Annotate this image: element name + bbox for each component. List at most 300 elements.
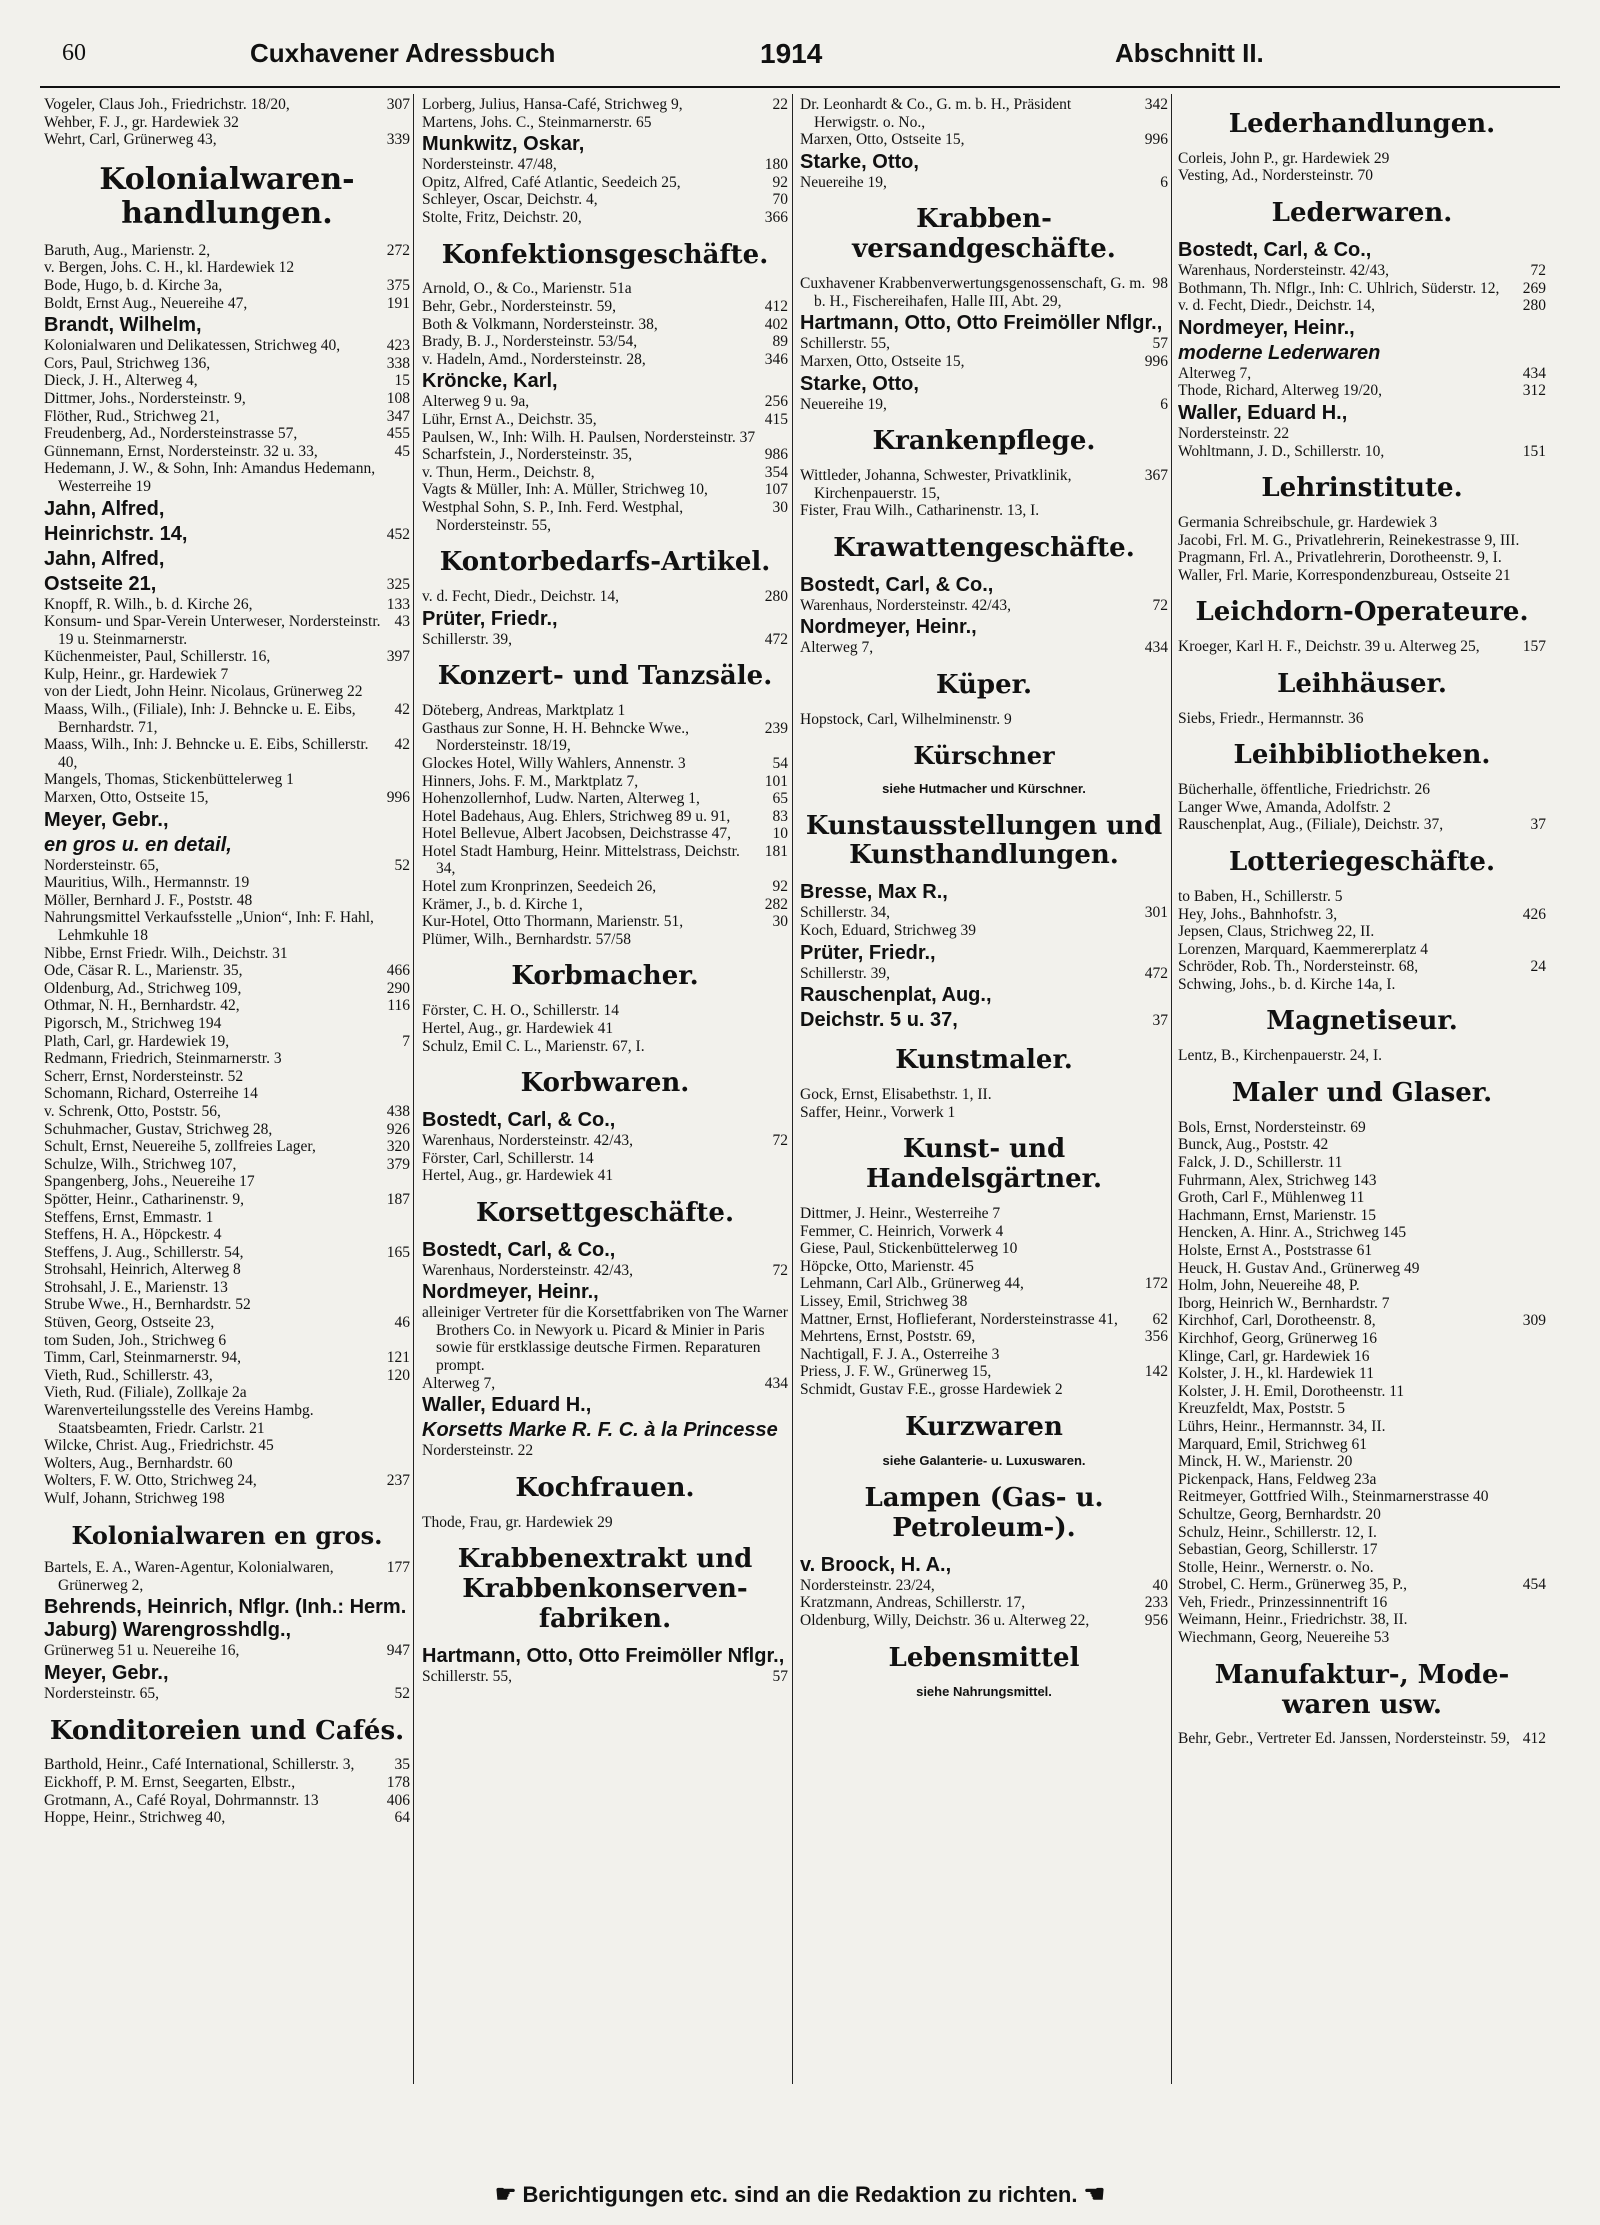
entry-text: Hotel Stadt Hamburg, Heinr. Mittelstrass, Deichstr. 34, [422, 842, 740, 878]
entry-text: Nordersteinstr. 65, [44, 1684, 159, 1702]
phone-number: 46 [394, 1314, 410, 1332]
bold-entry [800, 151, 1168, 174]
entry-text: Döteberg, Andreas, Marktplatz 1 [422, 702, 626, 720]
section-heading: Kunstmaler. [895, 1045, 1073, 1076]
entry-text: Priess, J. F. W., Grünerweg 15, [800, 1363, 992, 1381]
phone-number: 406 [386, 1791, 410, 1809]
entry-text: Thode, Frau, gr. Hardewiek 29 [422, 1513, 613, 1531]
entry-text: Nordersteinstr. 65, [44, 856, 159, 874]
directory-entry [1178, 1524, 1546, 1542]
directory-entry [1178, 514, 1546, 532]
directory-entry [1178, 1594, 1546, 1612]
phone-number: 70 [772, 191, 788, 209]
entry-text: Krämer, J., b. d. Kirche 1, [422, 895, 583, 913]
bold-entry [422, 608, 788, 631]
directory-entry [422, 790, 788, 808]
entry-text: tom Suden, Joh., Strichweg 6 [44, 1331, 227, 1349]
entry-text: Eickhoff, P. M. Ernst, Seegarten, Elbstr., [44, 1774, 296, 1792]
directory-entry [1178, 1383, 1546, 1401]
entry-text: Bols, Ernst, Nordersteinstr. 69 [1178, 1118, 1366, 1136]
phone-number: 397 [386, 648, 410, 666]
section-heading: Korsettgeschäfte. [476, 1197, 734, 1228]
entry-text: Sebastian, Georg, Schillerstr. 17 [1178, 1541, 1378, 1559]
entry-text: Koch, Eduard, Strichweg 39 [800, 921, 977, 939]
entry-text: Brandt, Wilhelm, [44, 314, 202, 337]
bold-entry [44, 573, 410, 596]
entry-text: Arnold, O., & Co., Marienstr. 51a [422, 280, 632, 298]
entry-text: Bresse, Max R., [800, 881, 948, 904]
column-divider [1171, 94, 1172, 2084]
directory-entry [422, 631, 788, 649]
entry-text: v. Thun, Herm., Deichstr. 8, [422, 463, 595, 481]
section-heading: Konfektionsgeschäfte. [441, 239, 769, 270]
entry-text: Warenhaus, Nordersteinstr. 42/43, [1178, 261, 1389, 279]
year: 1914 [760, 38, 823, 69]
phone-number: 375 [386, 276, 410, 294]
phone-number: 338 [386, 354, 410, 372]
directory-entry [422, 481, 788, 499]
directory-entry [800, 275, 1168, 310]
column-divider [792, 94, 793, 2084]
directory-entry [422, 1375, 788, 1393]
entry-text: Hotel Badehaus, Aug. Ehlers, Strichweg 89 u. 91, [422, 807, 731, 825]
entry-text: Marquard, Emil, Strichweg 61 [1178, 1435, 1367, 1453]
phone-number: 45 [394, 442, 410, 460]
entry-text: Mattner, Ernst, Hoflieferant, Nordersteinstrasse 41, [800, 1310, 1118, 1328]
directory-entry [800, 1612, 1168, 1630]
entry-text: Alterweg 9 u. 9a, [422, 393, 530, 411]
entry-text: v. d. Fecht, Diedr., Deichstr. 14, [1178, 297, 1376, 315]
entry-text: Schleyer, Oscar, Deichstr. 4, [422, 191, 598, 209]
directory-entry [44, 1642, 410, 1660]
entry-text: Reitmeyer, Gottfried Wilh., Steinmarnerstrasse 40 [1178, 1488, 1489, 1506]
entry-text: Strube Wwe., H., Bernhardstr. 52 [44, 1296, 251, 1314]
entry-text: Knopff, R. Wilh., b. d. Kirche 26, [44, 595, 253, 613]
section-label: Abschnitt II. [1115, 38, 1264, 68]
entry-text: von der Liedt, John Heinr. Nicolaus, Grünerweg 22 [44, 683, 363, 701]
directory-entry [44, 666, 410, 684]
directory-entry [422, 499, 788, 534]
phone-number: 72 [772, 1261, 788, 1279]
directory-entry [44, 1085, 410, 1103]
entry-text: Hedemann, J. W., & Sohn, Inh: Amandus Hedemann, Westerreihe 19 [44, 460, 376, 495]
entry-text: Weimann, Heinr., Friedrichstr. 38, II. [1178, 1611, 1408, 1629]
phone-number: 472 [1144, 964, 1168, 982]
directory-entry [1178, 382, 1546, 400]
directory-entry [800, 1275, 1168, 1293]
phone-number: 367 [1144, 467, 1168, 485]
bold-entry [422, 1281, 788, 1304]
section-heading: Krawattengeschäfte. [833, 532, 1135, 563]
entry-text: Wilcke, Christ. Aug., Friedrichstr. 45 [44, 1437, 274, 1455]
directory-entry [1178, 1541, 1546, 1559]
entry-text: Waller, Eduard H., [422, 1394, 592, 1417]
phone-number: 40 [1152, 1576, 1168, 1594]
section-heading: Lotteriegeschäfte. [1228, 847, 1496, 878]
entry-text: Maass, Wilh., (Filiale), Inh: J. Behncke u. E. Eibs, Bernhardstr. 71, [44, 701, 356, 736]
directory-entry [800, 1346, 1168, 1364]
directory-entry [44, 443, 410, 461]
directory-entry [422, 1150, 788, 1168]
entry-text: Jahn, Alfred, [44, 497, 165, 520]
phone-number: 233 [1144, 1594, 1168, 1612]
directory-entry [44, 460, 410, 495]
bold-entry [44, 1662, 410, 1685]
entry-text: Hartmann, Otto, Otto Freimöller Nflgr., [422, 1645, 785, 1667]
entry-text: Bunck, Aug., Poststr. 42 [1178, 1136, 1329, 1154]
section-heading: Krankenpflege. [872, 426, 1096, 457]
entry-text: Warenhaus, Nordersteinstr. 42/43, [422, 1132, 633, 1150]
directory-entry [44, 1121, 410, 1139]
column-4 [1178, 96, 1546, 1748]
entry-text: Lentz, B., Kirchenpauerstr. 24, I. [1178, 1047, 1383, 1065]
phone-number: 309 [1522, 1312, 1546, 1330]
section-heading: Kochfrauen. [515, 1472, 695, 1503]
directory-entry [422, 588, 788, 606]
directory-entry [800, 174, 1168, 192]
directory-entry [1178, 1611, 1546, 1629]
entry-text: Boldt, Ernst Aug., Neuereihe 47, [44, 294, 248, 312]
phone-number: 301 [1144, 904, 1168, 922]
entry-text: Scharfstein, J., Nordersteinstr. 35, [422, 446, 633, 464]
entry-text: Nordersteinstr. 47/48, [422, 156, 557, 174]
directory-entry [1178, 816, 1546, 834]
directory-entry [44, 997, 410, 1015]
directory-entry [44, 96, 410, 114]
directory-entry [800, 396, 1168, 414]
directory-entry [800, 502, 1168, 520]
phone-number: 187 [386, 1190, 410, 1208]
entry-text: Förster, C. H. O., Schillerstr. 14 [422, 1002, 619, 1020]
phone-number: 269 [1522, 279, 1546, 297]
entry-text: Holm, John, Neuereihe 48, P. [1178, 1277, 1360, 1295]
entry-text: Hotel zum Kronprinzen, Seedeich 26, [422, 878, 657, 896]
directory-entry [800, 639, 1168, 657]
phone-number: 30 [772, 498, 788, 516]
phone-number: 325 [386, 575, 410, 593]
entry-text: Bostedt, Carl, & Co., [422, 1238, 616, 1261]
directory-entry [44, 596, 410, 614]
entry-text: Lissey, Emil, Strichweg 38 [800, 1292, 968, 1310]
entry-text: Prüter, Friedr., [800, 941, 936, 964]
phone-number: 237 [386, 1472, 410, 1490]
directory-entry [44, 892, 410, 910]
section-heading: Leichdorn-Operateure. [1195, 597, 1529, 628]
header-rule [40, 86, 1560, 88]
entry-text: Oldenburg, Ad., Strichweg 109, [44, 979, 242, 997]
directory-entry [1178, 976, 1546, 994]
entry-text: Waller, Eduard H., [1178, 401, 1348, 424]
bold-entry [800, 984, 1168, 1007]
directory-entry [422, 1002, 788, 1020]
directory-entry [44, 771, 410, 789]
entry-text: Wehrt, Carl, Grünerweg 43, [44, 131, 217, 149]
phone-number: 83 [772, 807, 788, 825]
section-heading: Korbwaren. [520, 1068, 690, 1099]
entry-text: Lorberg, Julius, Hansa-Café, Strichweg 9, [422, 96, 683, 113]
phone-number: 423 [386, 337, 410, 355]
directory-entry [1178, 1172, 1546, 1190]
directory-entry [422, 1442, 788, 1460]
entry-text: Kolster, J. H., kl. Hardewiek 11 [1178, 1365, 1374, 1383]
section-heading: Kolonialwaren-handlungen. [99, 161, 355, 232]
footer-note: Berichtigungen etc. sind an die Redaktion zu richten. [522, 2182, 1078, 2207]
entry-text: Küchenmeister, Paul, Schillerstr. 16, [44, 648, 271, 666]
entry-text: Vieth, Rud., Schillerstr. 43, [44, 1366, 213, 1384]
entry-text: Steffens, H. A., Höpckestr. 4 [44, 1226, 222, 1244]
bold-entry [44, 548, 410, 571]
entry-text: Minck, H. W., Marienstr. 20 [1178, 1453, 1353, 1471]
directory-entry [800, 1577, 1168, 1595]
entry-text: Kratzmann, Andreas, Schillerstr. 17, [800, 1594, 1026, 1612]
phone-number: 347 [386, 407, 410, 425]
directory-entry [422, 896, 788, 914]
entry-text: alleiniger Vertreter für die Korsettfabriken von The Warner Brothers Co. in Newyork u. Picard & Minier in Paris sowie für erstklassige deutsche Firmen. Reparaturen prompt. [422, 1304, 788, 1375]
entry-text: Nordersteinstr. 23/24, [800, 1576, 935, 1594]
entry-text: Nordmeyer, Heinr., [1178, 316, 1355, 339]
entry-text: Othmar, N. H., Bernhardstr. 42, [44, 997, 240, 1015]
directory-entry [1178, 425, 1546, 443]
section-heading: Konzert- und Tanzsäle. [437, 661, 773, 692]
directory-entry [44, 1209, 410, 1227]
entry-text: Schwing, Johs., b. d. Kirche 14a, I. [1178, 975, 1396, 993]
section-heading: Leihhäuser. [1277, 668, 1447, 699]
phone-number: 290 [386, 979, 410, 997]
directory-entry [800, 1363, 1168, 1381]
entry-text: Nordmeyer, Heinr., [800, 616, 977, 639]
phone-number: 354 [764, 463, 788, 481]
bold-entry [800, 942, 1168, 965]
directory-entry [44, 1244, 410, 1262]
entry-text: Wohltmann, J. D., Schillerstr. 10, [1178, 442, 1385, 460]
phone-number: 280 [1522, 297, 1546, 315]
entry-text: Mangels, Thomas, Stickenbüttelerweg 1 [44, 771, 294, 789]
phone-number: 65 [772, 790, 788, 808]
bold-entry [800, 1554, 1168, 1577]
directory-entry [44, 1809, 410, 1827]
phone-number: 434 [764, 1374, 788, 1392]
directory-entry [44, 613, 410, 648]
entry-text: Schillerstr. 55, [800, 335, 890, 353]
directory-entry [44, 242, 410, 260]
entry-text: Mauritius, Wilh., Hermannstr. 19 [44, 874, 250, 892]
entry-text: Ostseite 21, [44, 572, 157, 595]
bold-entry [44, 1596, 410, 1642]
directory-entry [800, 131, 1168, 149]
phone-number: 108 [386, 389, 410, 407]
entry-text: Westphal Sohn, S. P., Inh. Ferd. Westphal, Nordersteinstr. 55, [422, 498, 684, 534]
directory-entry [44, 1367, 410, 1385]
phone-number: 62 [1152, 1310, 1168, 1328]
entry-text: en gros u. en detail, [44, 833, 232, 856]
directory-entry [1178, 1365, 1546, 1383]
phone-number: 434 [1522, 364, 1546, 382]
entry-text: Wehber, F. J., gr. Hardewiek 32 [44, 113, 239, 131]
entry-text: Lorenzen, Marquard, Kaemmererplatz 4 [1178, 940, 1429, 958]
entry-text: Vieth, Rud. (Filiale), Zollkaje 2a [44, 1384, 247, 1402]
entry-text: Hencken, A. Hinr. A., Strichweg 145 [1178, 1224, 1407, 1242]
phone-number: 466 [386, 962, 410, 980]
directory-entry [422, 174, 788, 192]
directory-entry [44, 1033, 410, 1051]
directory-entry [422, 209, 788, 227]
entry-text: Wiechmann, Georg, Neuereihe 53 [1178, 1629, 1390, 1647]
entry-text: Strohsahl, Heinrich, Alterweg 8 [44, 1261, 241, 1279]
entry-text: Fuhrmann, Alex, Strichweg 143 [1178, 1171, 1377, 1189]
phone-number: 52 [394, 1684, 410, 1702]
entry-text: Rauschenplat, Aug., [800, 984, 992, 1007]
directory-entry [422, 1262, 788, 1280]
entry-text: Meyer, Gebr., [44, 1661, 169, 1684]
entry-text: Lehmann, Carl Alb., Grünerweg 44, [800, 1275, 1024, 1293]
bold-entry [44, 523, 410, 546]
entry-text: Schulze, Wilh., Strichweg 107, [44, 1155, 237, 1173]
entry-text: Cors, Paul, Strichweg 136, [44, 354, 211, 372]
directory-entry [44, 857, 410, 875]
directory-entry [44, 337, 410, 355]
phone-number: 342 [1144, 96, 1168, 113]
directory-entry [422, 913, 788, 931]
directory-entry [800, 597, 1168, 615]
entry-text: moderne Lederwaren [1178, 341, 1381, 364]
entry-text: Jacobi, Frl. M. G., Privatlehrerin, Reinekestrasse 9, III. [1178, 531, 1520, 549]
bold-entry [1178, 342, 1546, 365]
directory-entry [800, 353, 1168, 371]
entry-text: Bostedt, Carl, & Co., [422, 1109, 616, 1132]
entry-text: Kröncke, Karl, [422, 370, 558, 393]
directory-entry [1178, 1471, 1546, 1489]
phone-number: 120 [386, 1366, 410, 1384]
entry-text: Corleis, John P., gr. Hardewiek 29 [1178, 149, 1390, 167]
directory-entry [1178, 549, 1546, 567]
entry-text: Marxen, Otto, Ostseite 15, [800, 352, 965, 370]
entry-text: Ode, Cäsar R. L., Marienstr. 35, [44, 962, 243, 980]
entry-text: Steffens, Ernst, Emmastr. 1 [44, 1208, 214, 1226]
directory-entry [44, 1103, 410, 1121]
entry-text: Schulz, Emil C. L., Marienstr. 67, I. [422, 1037, 645, 1055]
phone-number: 6 [1160, 395, 1168, 413]
running-title: Cuxhavener Adressbuch [250, 38, 556, 68]
directory-entry [800, 711, 1168, 729]
bold-entry [44, 809, 410, 832]
directory-entry [800, 1240, 1168, 1258]
bold-entry [1178, 239, 1546, 262]
entry-text: Grünerweg 51 u. Neuereihe 16, [44, 1642, 240, 1660]
entry-text: Strobel, C. Herm., Grünerweg 35, P., [1178, 1576, 1408, 1594]
entry-text: Dr. Leonhardt & Co., G. m. b. H., Präsident Herwigstr. o. No., [800, 96, 1072, 131]
directory-entry [44, 408, 410, 426]
directory-entry [800, 96, 1168, 131]
phone-number: 6 [1160, 173, 1168, 191]
phone-number: 454 [1522, 1576, 1546, 1594]
section-heading: Manufaktur-, Mode-waren usw. [1214, 1659, 1510, 1720]
phone-number: 72 [1530, 261, 1546, 279]
phone-number: 366 [764, 208, 788, 226]
directory-entry [1178, 443, 1546, 461]
directory-entry [1178, 1436, 1546, 1454]
entry-text: Vesting, Ad., Nordersteinstr. 70 [1178, 167, 1374, 185]
phone-number: 996 [386, 789, 410, 807]
phone-number: 177 [386, 1559, 410, 1577]
entry-text: Hotel Bellevue, Albert Jacobsen, Deichstrasse 47, [422, 825, 732, 843]
directory-entry [422, 393, 788, 411]
entry-text: Paulsen, W., Inh: Wilh. H. Paulsen, Nordersteinstr. 37 [422, 428, 756, 446]
directory-entry [1178, 297, 1546, 315]
directory-entry [44, 1261, 410, 1279]
entry-text: Hertel, Aug., gr. Hardewiek 41 [422, 1019, 614, 1037]
directory-entry [44, 1402, 410, 1437]
section-heading: Korbmacher. [511, 961, 699, 992]
phone-number: 452 [386, 525, 410, 543]
bold-entry [800, 312, 1168, 335]
page-header [0, 0, 1600, 80]
entry-text: Behrends, Heinrich, Nflgr. (Inh.: Herm. Jaburg) Warengrosshdlg., [44, 1596, 407, 1642]
entry-text: Schuhmacher, Gustav, Strichweg 28, [44, 1120, 273, 1138]
directory-entry [44, 1226, 410, 1244]
entry-text: Oldenburg, Willy, Deichstr. 36 u. Alterweg 22, [800, 1611, 1090, 1629]
directory-entry [44, 1455, 410, 1473]
phone-number: 346 [764, 350, 788, 368]
section-heading: Lehrinstitute. [1261, 473, 1463, 504]
phone-number: 312 [1522, 382, 1546, 400]
entry-text: Bartels, E. A., Waren-Agentur, Kolonialwaren, Grünerweg 2, [44, 1559, 334, 1594]
entry-text: Hinners, Johs. F. M., Marktplatz 7, [422, 772, 639, 790]
directory-entry [44, 648, 410, 666]
phone-number: 42 [394, 701, 410, 719]
phone-number: 57 [1152, 335, 1168, 353]
phone-number: 57 [772, 1668, 788, 1685]
entry-text: Dieck, J. H., Alterweg 4, [44, 372, 198, 390]
entry-text: Meyer, Gebr., [44, 808, 169, 831]
entry-text: Lührs, Heinr., Hermannstr. 34, II. [1178, 1417, 1386, 1435]
entry-text: Kirchhof, Georg, Grünerweg 16 [1178, 1329, 1378, 1347]
directory-entry [44, 1349, 410, 1367]
entry-text: Warenhaus, Nordersteinstr. 42/43, [800, 596, 1011, 614]
entry-text: Nordmeyer, Heinr., [422, 1281, 599, 1304]
bold-entry [44, 314, 410, 337]
entry-text: Pickenpack, Hans, Feldweg 23a [1178, 1470, 1377, 1488]
entry-text: Wittleder, Johanna, Schwester, Privatklinik, Kirchenpauerstr. 15, [800, 467, 1072, 502]
directory-entry [422, 720, 788, 755]
directory-entry [44, 1332, 410, 1350]
section-heading: Lebensmittel [888, 1642, 1080, 1673]
phone-number: 434 [1144, 639, 1168, 657]
entry-text: Nibbe, Ernst Friedr. Wilh., Deichstr. 31 [44, 944, 288, 962]
entry-text: Mehrtens, Ernst, Poststr. 69, [800, 1328, 976, 1346]
directory-entry [1178, 941, 1546, 959]
directory-entry [1178, 1330, 1546, 1348]
phone-number: 272 [386, 241, 410, 259]
entry-text: Munkwitz, Oskar, [422, 133, 585, 156]
directory-entry [800, 1594, 1168, 1612]
directory-entry [422, 298, 788, 316]
directory-entry [422, 773, 788, 791]
entry-text: Grotmann, A., Café Royal, Dohrmannstr. 13 [44, 1791, 319, 1809]
directory-entry [44, 874, 410, 892]
directory-entry [44, 425, 410, 443]
directory-entry [44, 114, 410, 132]
directory-entry [800, 1258, 1168, 1276]
directory-entry [1178, 262, 1546, 280]
directory-entry [1178, 1629, 1546, 1647]
entry-text: Klinge, Carl, gr. Hardewiek 16 [1178, 1347, 1370, 1365]
entry-text: Stolle, Heinr., Wernerstr. o. No. [1178, 1558, 1374, 1576]
directory-entry [422, 808, 788, 826]
directory-entry [800, 335, 1168, 353]
entry-text: Steffens, J. Aug., Schillerstr. 54, [44, 1243, 244, 1261]
entry-text: Schillerstr. 55, [422, 1668, 512, 1685]
phone-number: 379 [386, 1155, 410, 1173]
